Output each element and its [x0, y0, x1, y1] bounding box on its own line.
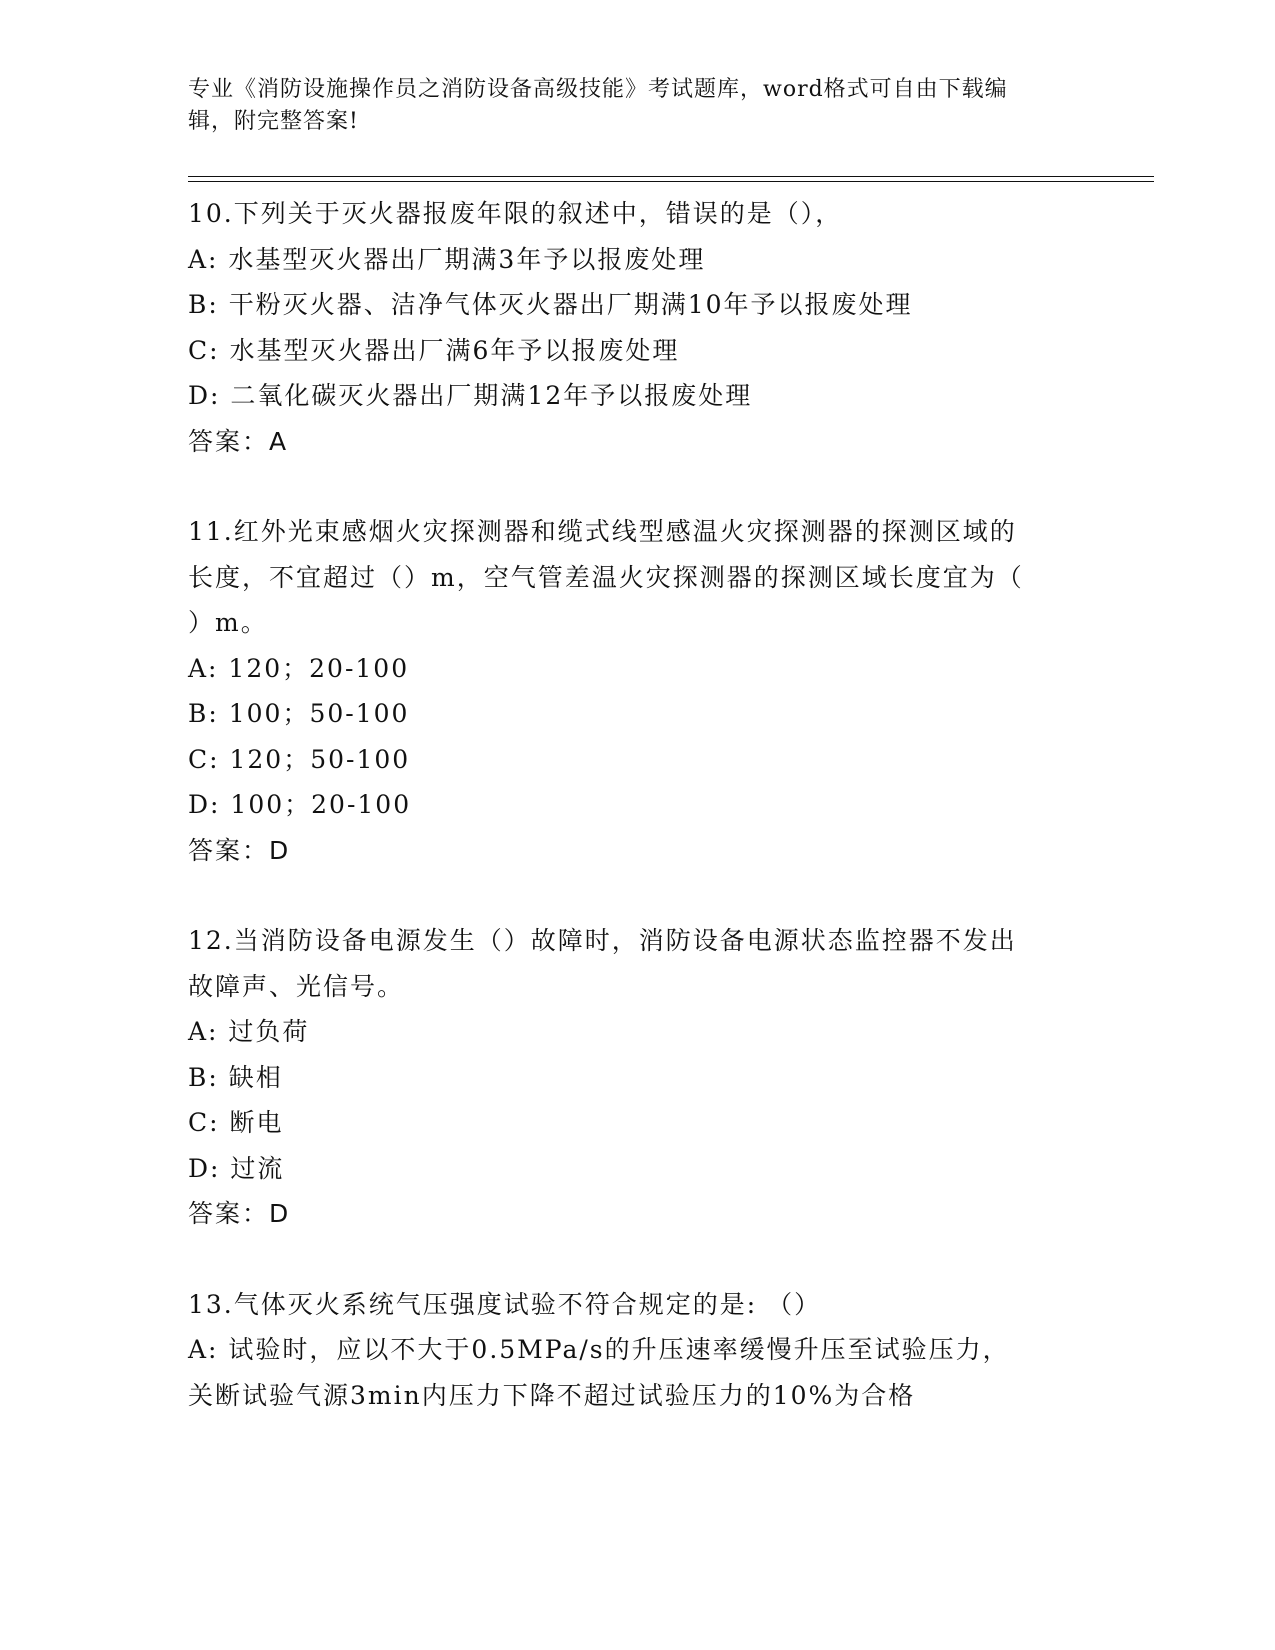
option-d: D: 100；20-100: [188, 790, 412, 819]
question-stem-line-1: 11.红外光束感烟火灾探测器和缆式线型感温火灾探测器的探测区域的: [188, 517, 1017, 546]
question-stem-line-1: 12.当消防设备电源发生（）故障时，消防设备电源状态监控器不发出: [188, 926, 1017, 955]
question-spacer: [188, 873, 1088, 918]
option-a: A: 120；20-100: [188, 653, 410, 683]
option-a-line-2: 关断试验气源3min内压力下降不超过试验压力的10%为合格: [188, 1380, 916, 1410]
option-c: C: 断电: [188, 1108, 284, 1137]
option-b: B: 缺相: [188, 1062, 283, 1092]
answer-label: 答案：D: [188, 835, 291, 865]
question-11: [188, 509, 1088, 873]
option-d: D: 过流: [188, 1153, 285, 1183]
option-a-line-1: A: 试验时，应以不大于0.5MPa/s的升压速率缓慢升压至试验压力，: [188, 1335, 1010, 1364]
answer-label: 答案：A: [188, 426, 289, 456]
document-header: [188, 74, 1068, 138]
option-a: A: 过负荷: [188, 1017, 310, 1046]
question-stem-line-3: ）m。: [188, 608, 268, 637]
question-stem: 13.气体灭火系统气压强度试验不符合规定的是: （）: [188, 1289, 822, 1319]
option-c: C: 水基型灭火器出厂满6年予以报废处理: [188, 335, 680, 365]
question-list: [188, 191, 1088, 1418]
option-b: B: 干粉灭火器、洁净气体灭火器出厂期满10年予以报废处理: [188, 290, 913, 319]
question-stem-line-2: 长度，不宜超过（）m，空气管差温火灾探测器的探测区域长度宜为（: [188, 562, 1024, 592]
option-d: D: 二氧化碳灭火器出厂期满12年予以报废处理: [188, 381, 753, 410]
question-stem-line-2: 故障声、光信号。: [188, 971, 405, 1001]
header-divider-top: [188, 176, 1154, 177]
question-spacer: [188, 1237, 1088, 1282]
question-10: [188, 191, 1088, 464]
option-a: A: 水基型灭火器出厂期满3年予以报废处理: [188, 244, 706, 274]
option-c: C: 120；50-100: [188, 744, 411, 774]
question-12: [188, 918, 1088, 1237]
answer-label: 答案：D: [188, 1199, 291, 1228]
question-spacer: [188, 464, 1088, 509]
header-line-2: 辑，附完整答案!: [188, 109, 359, 134]
option-b: B: 100；50-100: [188, 699, 410, 728]
question-13: [188, 1282, 1088, 1419]
header-line-1: 专业《消防设施操作员之消防设备高级技能》考试题库，word格式可自由下载编: [188, 77, 1008, 102]
question-stem: 10.下列关于灭火器报废年限的叙述中，错误的是（），: [188, 199, 843, 228]
header-divider-bottom: [188, 181, 1154, 182]
